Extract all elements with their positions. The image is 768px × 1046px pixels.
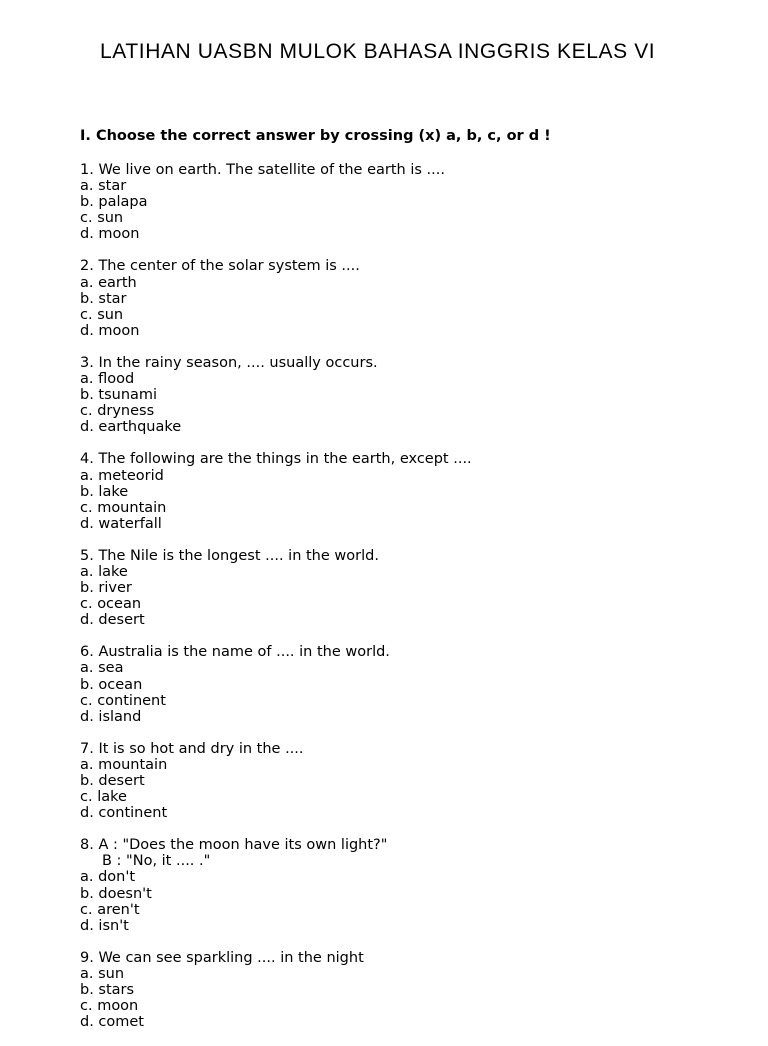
question-3	[80, 355, 740, 435]
option-a: a. sun	[80, 965, 125, 982]
question-list	[80, 162, 740, 1046]
option-c: c. mountain	[80, 499, 167, 516]
option-a: a. star	[80, 178, 127, 195]
question-text: 3. In the rainy season, .... usually occurs.	[80, 354, 378, 371]
option-d: d. island	[80, 708, 142, 725]
question-text: 7. It is so hot and dry in the ....	[80, 740, 304, 757]
option-d: d. earthquake	[80, 419, 182, 436]
question-8	[80, 837, 740, 934]
option-b: b. stars	[80, 982, 135, 999]
section-instruction: I. Choose the correct answer by crossing (x) a, b, c, or d !	[80, 128, 551, 144]
option-b: b. star	[80, 290, 127, 307]
question-text: 8. A : "Does the moon have its own light?"	[80, 837, 388, 854]
option-a: a. lake	[80, 563, 128, 580]
option-a: a. don't	[80, 869, 136, 886]
option-c: c. moon	[80, 998, 139, 1015]
option-c: c. sun	[80, 306, 124, 323]
option-d: d. comet	[80, 1014, 144, 1031]
question-text: 5. The Nile is the longest .... in the world.	[80, 547, 379, 564]
option-d: d. moon	[80, 322, 140, 339]
question-4	[80, 451, 740, 531]
option-b: b. ocean	[80, 676, 143, 693]
option-a: a. meteorid	[80, 467, 164, 484]
question-7	[80, 741, 740, 821]
option-b: b. palapa	[80, 194, 148, 211]
option-a: a. flood	[80, 371, 135, 388]
question-6	[80, 644, 740, 724]
option-c: c. continent	[80, 692, 166, 709]
question-2	[80, 258, 740, 338]
question-text: 4. The following are the things in the earth, except ....	[80, 451, 472, 468]
option-c: c. dryness	[80, 403, 155, 420]
option-d: d. desert	[80, 612, 145, 629]
option-b: b. doesn't	[80, 885, 152, 902]
option-c: c. lake	[80, 789, 127, 806]
option-c: c. aren't	[80, 901, 140, 918]
option-d: d. continent	[80, 805, 168, 822]
question-text: 1. We live on earth. The satellite of the earth is ....	[80, 162, 445, 178]
document-title: LATIHAN UASBN MULOK BAHASA INGGRIS KELAS VI	[100, 40, 656, 63]
option-b: b. river	[80, 580, 132, 597]
question-5	[80, 548, 740, 628]
question-text: 2. The center of the solar system is ....	[80, 258, 360, 275]
question-1	[80, 162, 740, 242]
question-9	[80, 950, 740, 1030]
option-d: d. moon	[80, 226, 140, 243]
option-b: b. tsunami	[80, 387, 158, 404]
option-b: b. lake	[80, 483, 129, 500]
option-a: a. mountain	[80, 756, 168, 773]
question-text: 6. Australia is the name of .... in the world.	[80, 644, 390, 661]
option-c: c. ocean	[80, 596, 142, 613]
option-c: c. sun	[80, 210, 124, 227]
option-b: b. desert	[80, 773, 145, 789]
option-d: d. isn't	[80, 917, 129, 934]
question-text: 9. We can see sparkling .... in the night	[80, 949, 364, 966]
option-d: d. waterfall	[80, 515, 162, 532]
question-text-continuation: B : "No, it .... ."	[102, 853, 211, 870]
option-a: a. sea	[80, 660, 124, 677]
option-a: a. earth	[80, 274, 137, 291]
